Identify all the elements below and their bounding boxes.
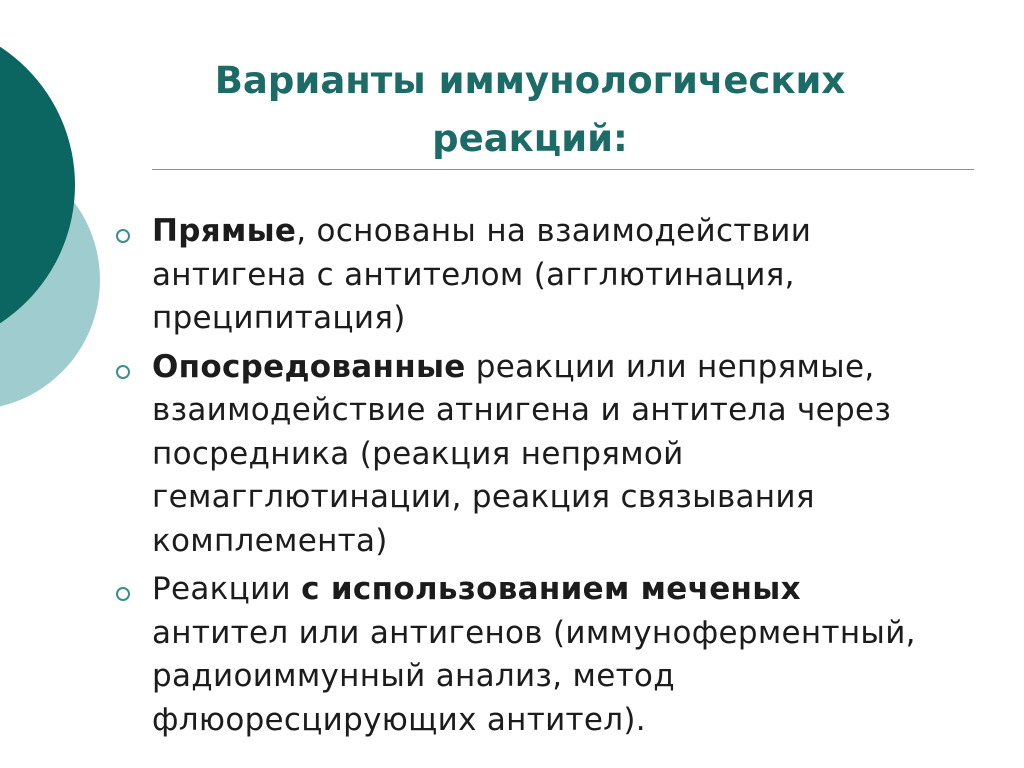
bullet-line — [152, 389, 990, 433]
bullet-emphasis: Опосредованные — [152, 348, 466, 385]
title-line-2: реакций: — [432, 117, 628, 160]
bullet-segment: реакции или непрямые, — [465, 348, 875, 385]
bullet-item — [110, 210, 990, 341]
bullet-item — [110, 568, 990, 742]
bullet-segment: антител или антигенов (иммуноферментный, — [152, 614, 916, 651]
bullet-segment: антигена с антителом (агглютинация, — [152, 256, 795, 293]
bullet-text — [152, 346, 990, 564]
bullet-segment: преципитация) — [152, 300, 406, 336]
bullet-segment: , основаны на взаимодействии — [296, 213, 812, 249]
bullet-line — [152, 612, 990, 656]
bullet-text — [152, 210, 990, 341]
bullet-text — [152, 568, 990, 742]
bullet-line — [152, 568, 990, 612]
bullet-line — [152, 655, 990, 699]
bullet-segment: посредника (реакция непрямой — [152, 435, 684, 472]
bullet-segment: радиоиммунный анализ, метод — [152, 658, 675, 694]
bullet-circle-icon — [116, 587, 130, 601]
bullet-circle-icon — [116, 229, 130, 243]
bullet-circle-icon — [116, 365, 130, 379]
bullet-line — [152, 699, 990, 743]
bullet-line — [152, 433, 990, 477]
bullet-emphasis: Прямые — [152, 213, 297, 249]
bullet-line — [152, 346, 990, 390]
bullet-emphasis: с использованием меченых — [301, 571, 801, 607]
bullet-segment: Реакции — [152, 571, 302, 607]
bullet-segment: взаимодействие атнигена и антитела через — [152, 392, 892, 428]
bullet-line — [152, 254, 990, 298]
slide-title — [160, 52, 900, 168]
bullet-segment: комплемента) — [152, 522, 388, 559]
title-divider — [152, 169, 974, 170]
title-line-1: Варианты иммунологических — [214, 59, 846, 102]
bullet-line — [152, 297, 990, 341]
bullet-line — [152, 476, 990, 520]
bullet-segment: гемагглютинации, реакция связывания — [152, 479, 815, 515]
bullet-item — [110, 346, 990, 564]
bullet-line — [152, 520, 990, 564]
bullet-segment: флюоресцирующих антител). — [152, 701, 646, 738]
bullet-line — [152, 210, 990, 254]
bullet-list — [110, 210, 990, 747]
